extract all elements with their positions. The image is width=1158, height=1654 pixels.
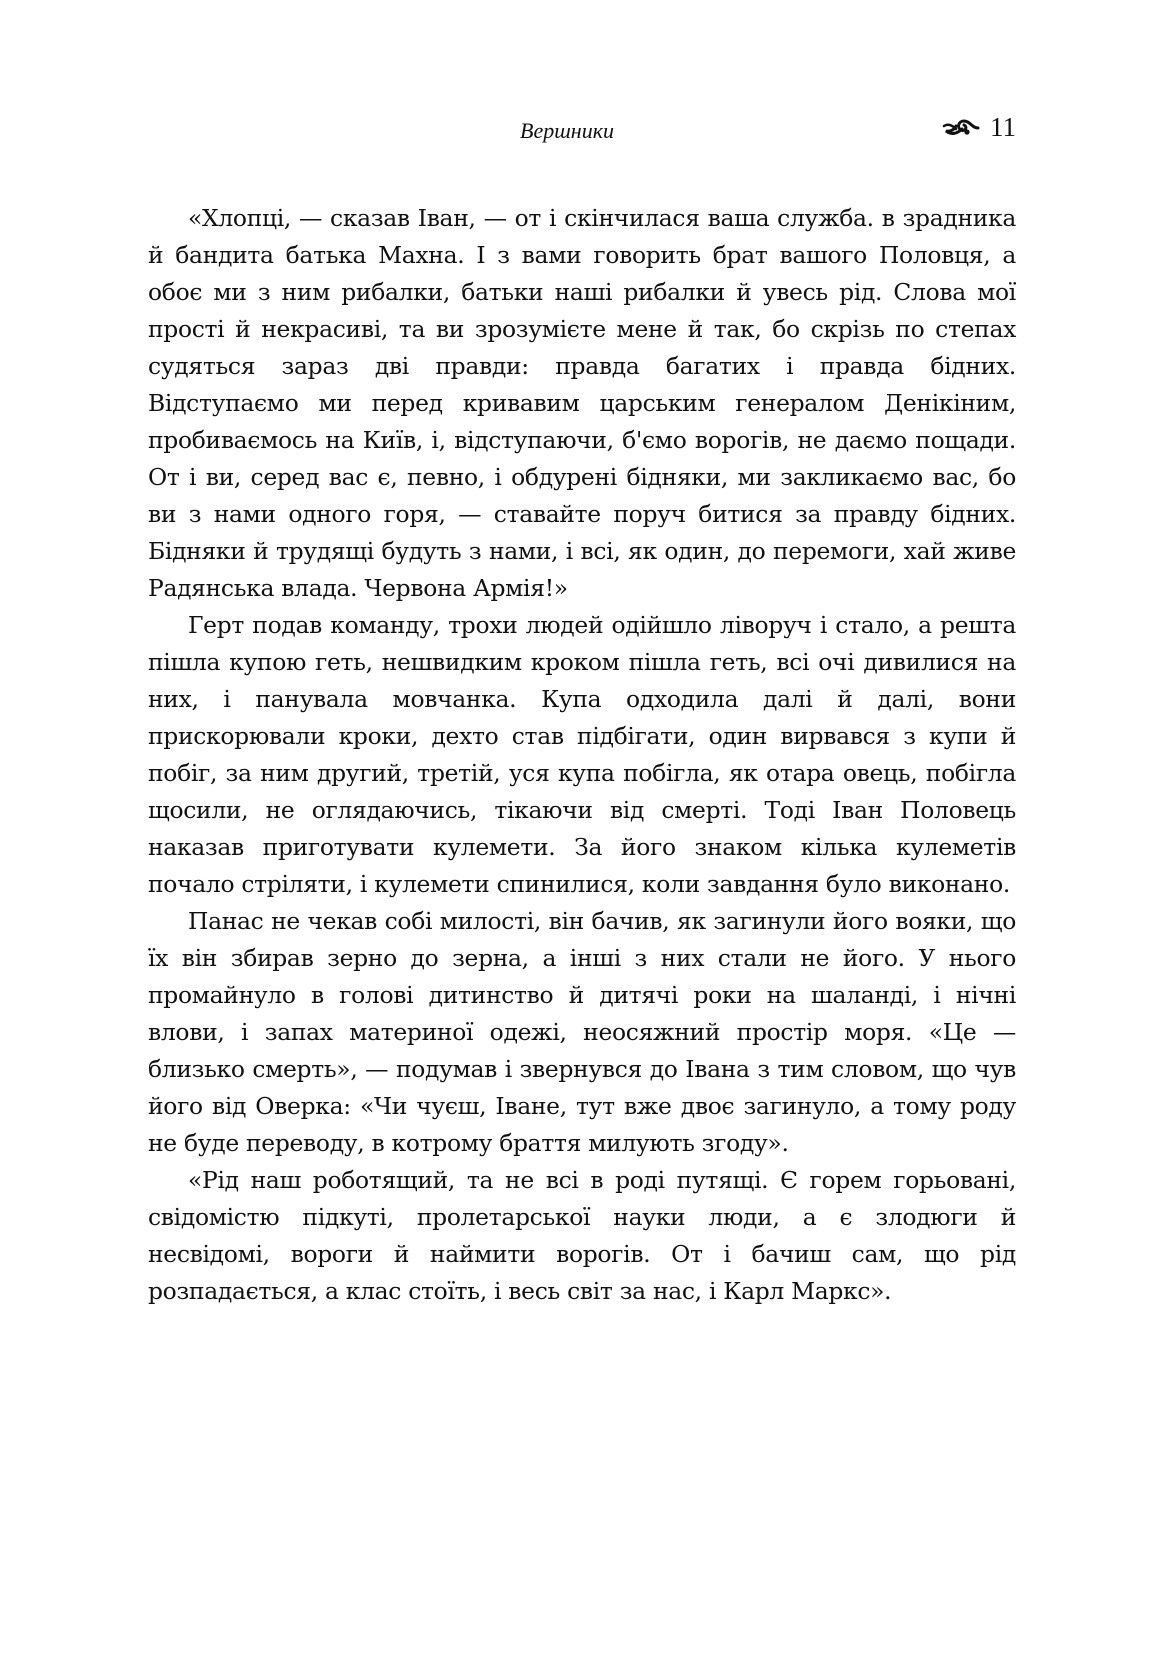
page-number: 11 [990, 112, 1016, 142]
running-title: Вершники [520, 118, 615, 143]
paragraph: Панас не чекав собі милості, він бачив, як загинули його вояки, що їх він збирав зерно до зерна, а інші з них стали не його. У нього промайнуло в голові дитинство й дитячі роки на шаланді, і нічні влови, і запах материної одежі, неосяжний простір моря. «Це — близько смерть», — подумав і звернувся до Івана з тим словом, що чув його від Оверка: «Чи чуєш, Іване, тут вже двоє загинуло, а тому роду не буде переводу, в котрому браття милують згоду». [148, 907, 1016, 1157]
body-text [148, 200, 1016, 1310]
paragraph: «Хлопці, — сказав Іван, — от і скінчилася ваша служба. в зрадника й бандита батька Махна. І з вами говорить брат вашого Половця, а обоє ми з ним рибалки, батьки наші рибалки й увесь рід. Слова мої прості й некрасиві, та ви зрозумієте мене й так, бо скрізь по степах судяться зараз дві правди: правда багатих і правда бідних. Відступаємо ми перед кривавим царським генералом Денікіним, пробиваємось на Київ, і, відступаючи, б'ємо ворогів, не даємо пощади. От і ви, серед вас є, певно, і обдурені бідняки, ми закликаємо вас, бо ви з нами одного горя, — ставайте поруч битися за правду бідних. Бідняки й трудящі будуть з нами, і всі, як один, до перемоги, хай живе Радянська влада. Червона Армія!» [148, 204, 1016, 602]
paragraph: «Рід наш роботящий, та не всі в роді путящі. Є горем горьовані, свідомістю підкуті, пролетарської науки люди, а є злодюги й несвідомі, вороги й наймити ворогів. От і бачиш сам, що рід розпадається, а клас стоїть, і весь світ за нас, і Карл Маркс». [148, 1166, 1016, 1305]
fleuron-icon [942, 117, 980, 139]
page-number-group [942, 112, 1016, 143]
paragraph: Герт подав команду, трохи людей одійшло ліворуч і стало, а решта пішла купою геть, нешвидким кроком пішла геть, всі очі дивилися на них, і панувала мовчанка. Купа одходила далі й далі, вони прискорювали кроки, дехто став підбігати, один вирвався з купи й побіг, за ним другий, третій, уся купа побігла, як отара овець, побігла щосили, не оглядаючись, тікаючи від смерті. Тоді Іван Половець наказав приготувати кулемети. За його знаком кілька кулеметів почало стріляти, і кулемети спинилися, коли завдання було виконано. [148, 611, 1016, 898]
running-header [148, 112, 1016, 152]
